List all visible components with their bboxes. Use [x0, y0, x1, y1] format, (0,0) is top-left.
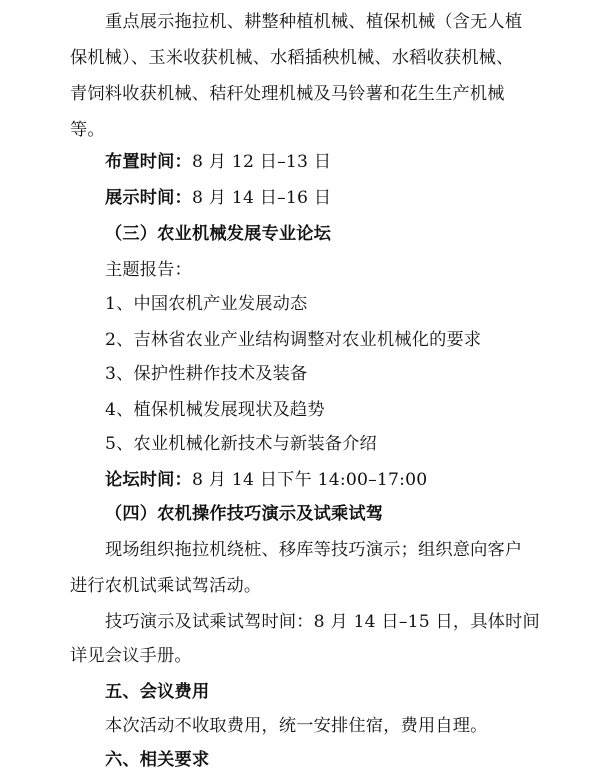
- demo-para1-line1: 现场组织拖拉机绕桩、移库等技巧演示；组织意向客户: [105, 540, 523, 560]
- display-time-value: 8 月 14 日–16 日: [191, 188, 332, 208]
- demo-para1-line2: 进行农机试乘试驾活动。: [70, 576, 262, 596]
- fees-heading: 五、会议费用: [105, 682, 210, 702]
- forum-heading: （三）农业机械发展专业论坛: [105, 224, 332, 244]
- requirements-heading: 六、相关要求: [105, 750, 210, 770]
- forum-time: [105, 468, 427, 492]
- fees-text: 本次活动不收取费用，统一安排住宿，费用自理。: [105, 716, 488, 736]
- setup-time-value: 8 月 12 日–13 日: [191, 152, 332, 172]
- forum-item: 5、农业机械化新技术与新装备介绍: [105, 434, 377, 454]
- setup-time: [105, 150, 331, 174]
- demo-para2-line1: 技巧演示及试乘试驾时间：8 月 14 日–15 日，具体时间: [105, 612, 540, 632]
- intro-line-3: 青饲料收获机械、秸秆处理机械及马铃薯和花生生产机械: [70, 84, 505, 104]
- demo-heading: （四）农机操作技巧演示及试乘试驾: [105, 504, 384, 524]
- forum-item: 2、吉林省农业产业结构调整对农业机械化的要求: [105, 330, 482, 350]
- demo-para2-line2: 详见会议手册。: [70, 646, 192, 666]
- forum-item: 1、中国农机产业发展动态: [105, 294, 308, 314]
- intro-line-2: 保机械）、玉米收获机械、水稻插秧机械、水稻收获机械、: [70, 48, 514, 68]
- display-time-label: 展示时间：: [105, 188, 192, 208]
- forum-time-value: 8 月 14 日下午 14:00–17:00: [191, 470, 428, 490]
- setup-time-label: 布置时间：: [105, 152, 192, 172]
- forum-topic-label: 主题报告：: [105, 260, 192, 280]
- forum-item: 3、保护性耕作技术及装备: [105, 364, 308, 384]
- forum-time-label: 论坛时间：: [105, 470, 192, 490]
- forum-item: 4、植保机械发展现状及趋势: [105, 400, 325, 420]
- intro-line-4: 等。: [70, 120, 105, 140]
- intro-line-1: 重点展示拖拉机、耕整种植机械、植保机械（含无人植: [105, 12, 523, 32]
- display-time: [105, 186, 331, 210]
